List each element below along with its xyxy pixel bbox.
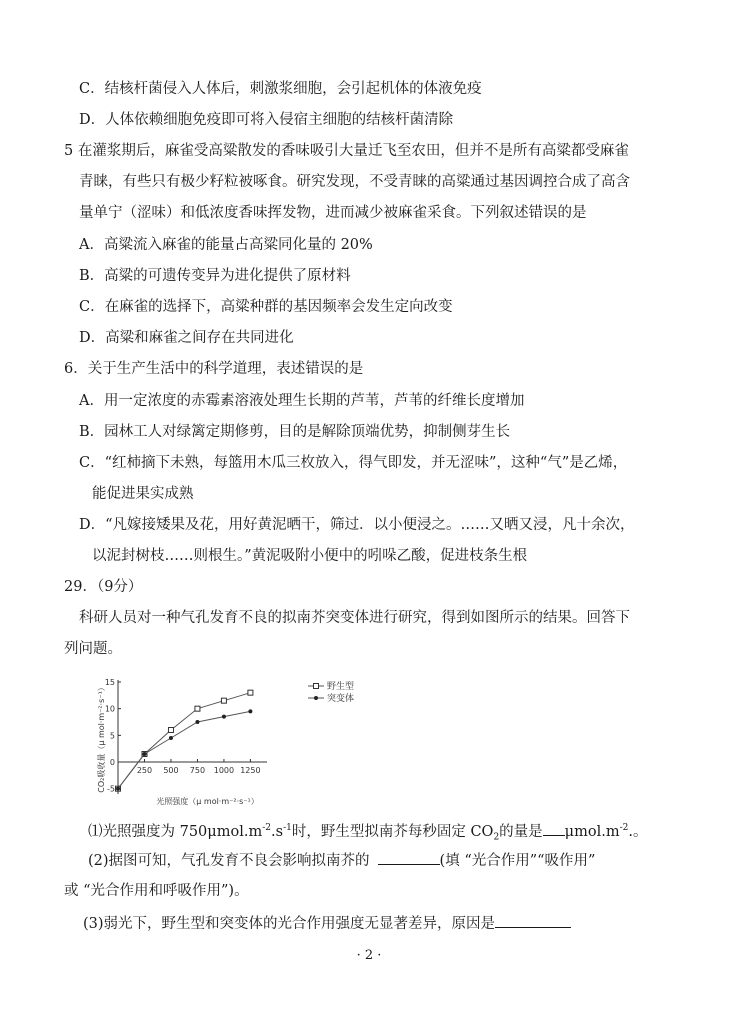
page-number: · 2 · — [356, 948, 382, 963]
y-tick-label: 10 — [104, 704, 115, 714]
data-point — [195, 720, 199, 724]
x-tick-label: 1250 — [240, 766, 261, 775]
option-6c: C．“红柿摘下未熟，每篮用木瓜三枚放入，得气即发，并无涩味”，这种“气”是乙烯， — [79, 455, 628, 471]
text-segment: (填 “光合作用”“吸作用” — [439, 853, 596, 869]
question-29-intro-cont: 列问题。 — [64, 641, 122, 657]
question-29-part-2 — [88, 850, 595, 871]
series-line — [118, 711, 250, 788]
legend-marker — [314, 684, 319, 689]
data-point — [221, 698, 226, 703]
option-6b: B．园林工人对绿篱定期修剪，目的是解除顶端优势，抑制侧芽生长 — [79, 424, 511, 440]
question-6-stem: 6．关于生产生活中的科学道理，表述错误的是 — [64, 361, 364, 377]
data-point — [116, 787, 120, 791]
option-6c-cont: 能促进果实成熟 — [92, 486, 194, 502]
x-tick-label: 1000 — [213, 766, 235, 775]
question-5-stem-cont: 青睐，有些只有极少籽粒被啄食。研究发现，不受青睐的高粱通过基因调控合成了高含 — [79, 174, 630, 190]
data-point — [248, 690, 253, 695]
answer-blank[interactable] — [543, 821, 565, 836]
data-point — [195, 706, 200, 711]
text-segment: .。 — [628, 823, 648, 840]
option-5b: B．高粱的可遗传变异为进化提供了原材料 — [79, 268, 351, 284]
photosynthesis-chart — [96, 672, 366, 810]
question-29-intro: 科研人员对一种气孔发育不良的拟南芥突变体进行研究，得到如图所示的结果。回答下 — [79, 610, 630, 626]
superscript: -1 — [283, 823, 292, 833]
question-29-part-3 — [83, 913, 571, 934]
legend-label: 突变体 — [327, 694, 355, 704]
data-point — [248, 709, 252, 713]
subscript: 2 — [493, 832, 500, 843]
text-segment: 时，野生型拟南芥每秒固定 CO — [291, 823, 494, 840]
y-tick-label: 5 — [109, 731, 115, 741]
option-5d: D．高粱和麻雀之间存在共同进化 — [79, 330, 294, 346]
question-5-stem: 5 在灌浆期后，麻雀受高粱散发的香味吸引大量迁飞至农田，但并不是所有高粱都受麻雀 — [64, 143, 629, 159]
unit-text: mol.m — [574, 823, 620, 840]
question-5-stem-cont: 量单宁（涩味）和低浓度香味挥发物，进而减少被麻雀采食。下列叙述错误的是 — [79, 205, 587, 221]
option-5c: C．在麻雀的选择下，高粱种群的基因频率会发生定向改变 — [79, 299, 453, 315]
data-point — [142, 752, 146, 756]
unit-text: .s — [271, 823, 284, 840]
legend-marker — [314, 696, 318, 700]
option-5a: A．高粱流入麻雀的能量占高粱同化量的 20% — [79, 237, 373, 253]
x-tick-label: 250 — [136, 766, 153, 775]
x-tick-label: 750 — [189, 766, 206, 775]
x-tick-label: 500 — [163, 766, 179, 775]
question-29-heading: 29．（9分） — [64, 579, 143, 595]
option-4c: C．结核杆菌侵入人体后，刺激浆细胞，会引起机体的体液免疫 — [79, 81, 482, 97]
data-point — [168, 728, 173, 733]
y-tick-label: 0 — [109, 758, 115, 767]
legend-label: 野生型 — [327, 682, 355, 692]
answer-blank[interactable] — [495, 913, 571, 928]
data-point — [169, 736, 173, 740]
mu-symbol: μ — [207, 823, 217, 840]
x-axis-title: 光照强度（μ mol·m⁻²·s⁻¹） — [156, 797, 259, 806]
chart-svg — [96, 672, 366, 810]
question-29-part-2-cont: 或 “光合作用和呼吸作用”)。 — [64, 883, 249, 899]
mu-symbol: μ — [564, 823, 575, 840]
y-tick-label: -5 — [107, 784, 115, 794]
data-point — [222, 715, 226, 719]
unit-text: mol.m — [216, 823, 263, 840]
text-segment: 的量是 — [499, 823, 543, 840]
answer-blank[interactable] — [378, 850, 440, 865]
option-6a: A．用一定浓度的赤霉素溶液处理生长期的芦苇，芦苇的纤维长度增加 — [79, 393, 525, 409]
question-29-part-1 — [88, 818, 647, 848]
superscript: -2 — [619, 823, 629, 833]
option-6d-cont: 以泥封树枝……则根生。”黄泥吸附小便中的吲哚乙酸，促进枝条生根 — [92, 548, 528, 564]
y-axis-title: CO₂吸收量（μ mol·m⁻²·s⁻¹） — [97, 683, 106, 793]
text-segment: (2)据图可知，气孔发育不良会影响拟南芥的 — [88, 853, 370, 869]
text-segment: ⑴光照强度为 750 — [88, 823, 208, 840]
option-4d: D．人体依赖细胞免疫即可将入侵宿主细胞的结核杆菌清除 — [79, 112, 454, 128]
y-tick-label: 15 — [104, 678, 115, 687]
superscript: -2 — [262, 823, 271, 833]
text-segment: (3)弱光下，野生型和突变体的光合作用强度无显著差异，原因是 — [83, 916, 496, 932]
option-6d: D．“凡嫁接矮果及花，用好黄泥晒干，筛过．以小便浸之。……又晒又浸，凡十余次， — [79, 517, 635, 533]
